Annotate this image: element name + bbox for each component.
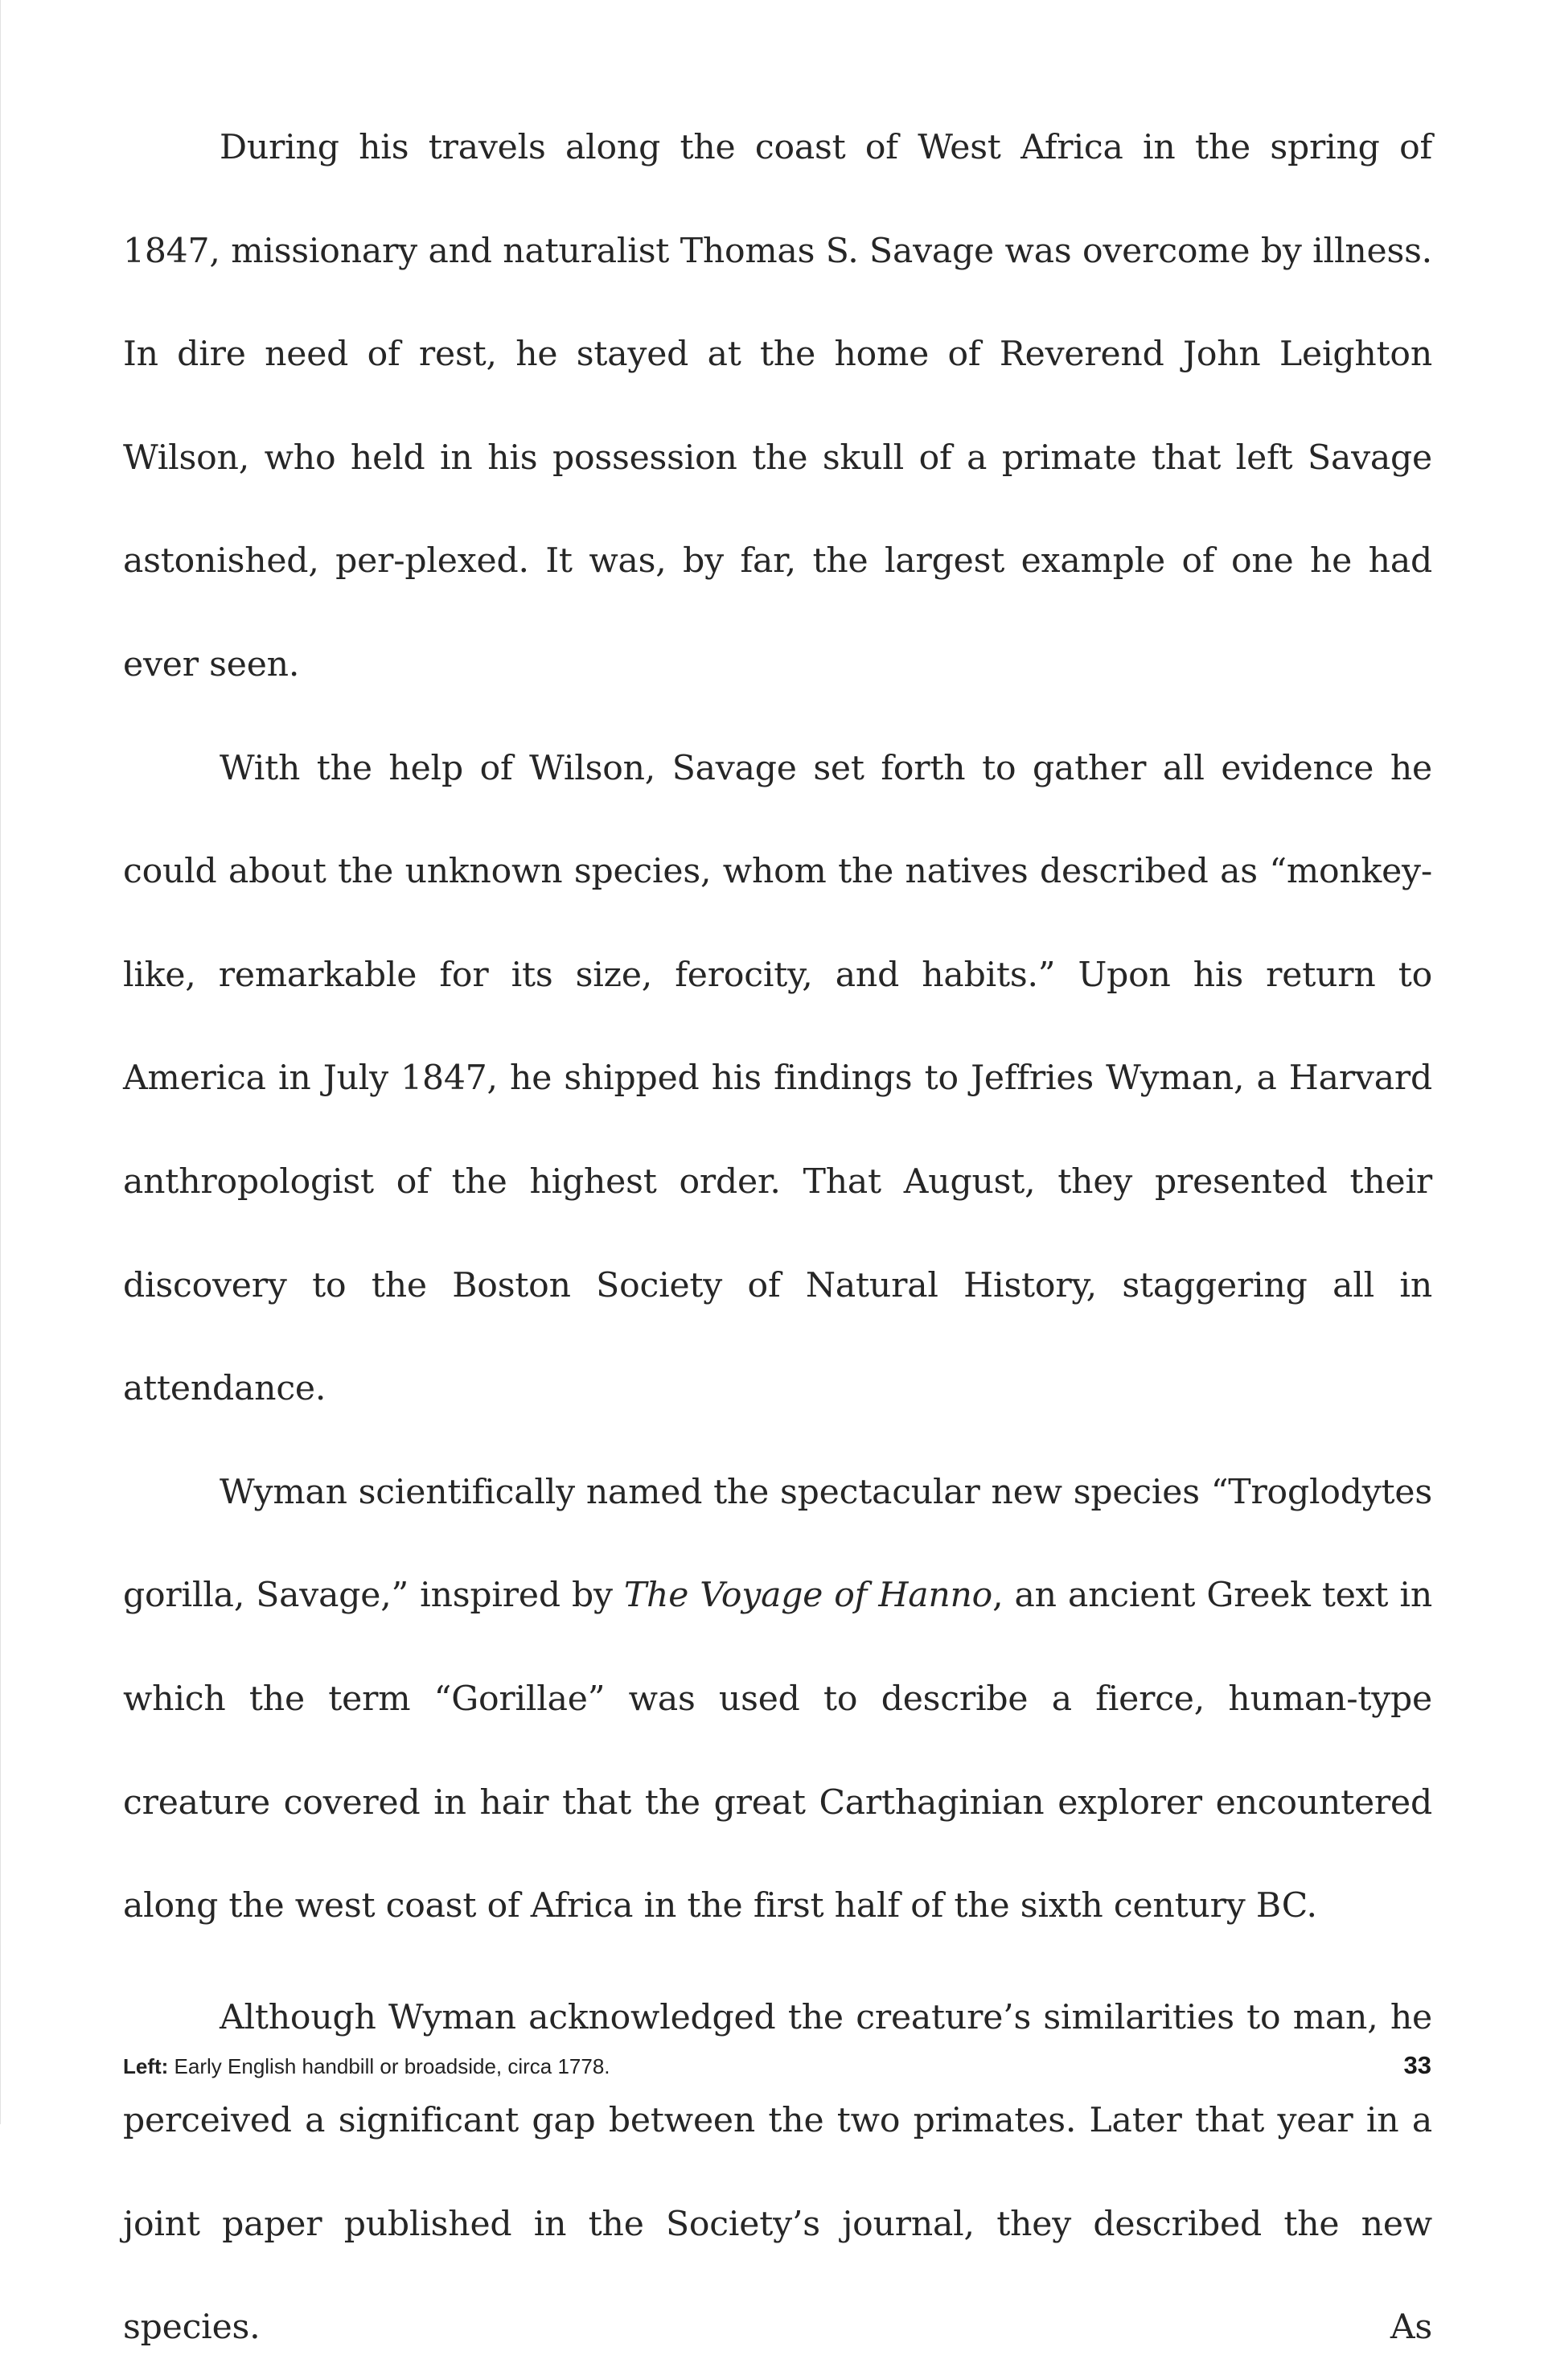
body-text	[123, 97, 1432, 2380]
book-title-italic: The Voyage of Hanno	[623, 1576, 993, 1616]
figure-caption	[123, 2054, 610, 2079]
paragraph-3-end: , an ancient Greek text in which the term “Gorillae” was used to describe a fierce, human-type creature covered in hair that the great Carthaginian explorer encountered along the west coast of Africa in the first half of the sixth century BC.	[123, 1576, 1432, 1926]
paragraph-1: During his travels along the coast of West Africa in the spring of 1847, missionary and naturalist Thomas S. Savage was overcome by illness. In dire need of rest, he stayed at the home of Reverend John Leighton Wilson, who held in his possession the skull of a primate that left Savage astonished, per-plexed. It was, by far, the largest example of one he had ever seen.	[123, 128, 1432, 684]
paragraph-3-start: Wyman scientifically named the spectacular new species “Troglodytes gorilla, Savage,” inspired by	[123, 1472, 1432, 1616]
page-number: 33	[1403, 2051, 1431, 2079]
paragraph-3	[123, 1441, 1432, 1959]
caption-text: Early English handbill or broadside, circa 1778.	[168, 2054, 610, 2078]
paragraph-2: With the help of Wilson, Savage set forth to gather all evidence he could about the unknown species, whom the natives described as “monkey-like, remarkable for its size, ferocity, and habits.” Upon his return to America in July 1847, he shipped his findings to Jeffries Wyman, a Harvard anthropologist of the highest order. That August, they presented their discovery to the Boston Society of Natural History, staggering all in attendance.	[123, 748, 1432, 1409]
caption-label: Left:	[123, 2054, 169, 2078]
paragraph-4: Although Wyman acknowledged the creature’s similarities to man, he perceived a significant gap between the two primates. Later that year in a joint paper published in the Society’s journal, they described the new species. As	[123, 1997, 1432, 2348]
